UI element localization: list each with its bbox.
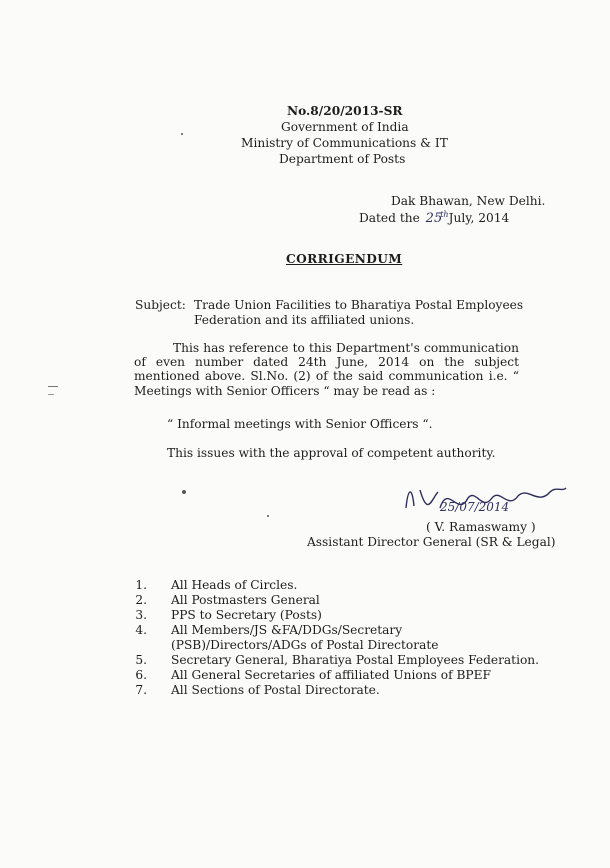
date-day: 25 xyxy=(425,211,443,227)
date-line xyxy=(359,208,509,226)
place: Dak Bhawan, New Delhi. xyxy=(391,194,546,208)
list-number: 1. xyxy=(135,578,147,592)
list-number: 2. xyxy=(135,593,147,607)
department-line: Department of Posts xyxy=(279,152,406,166)
govt-line: Government of India xyxy=(281,120,409,134)
list-number: 5. xyxy=(135,653,147,667)
amended-text: “ Informal meetings with Senior Officers “. xyxy=(167,417,433,431)
scan-speck xyxy=(181,133,183,135)
signatory-designation: Assistant Director General (SR & Legal) xyxy=(307,535,556,549)
list-item: All Heads of Circles. xyxy=(171,578,298,592)
list-item: PPS to Secretary (Posts) xyxy=(171,608,322,622)
document-title: CORRIGENDUM xyxy=(286,252,403,266)
approval-line: This issues with the approval of competent authority. xyxy=(167,446,496,460)
subject-line-2: Federation and its affiliated unions. xyxy=(194,313,415,327)
file-number: No.8/20/2013-SR xyxy=(287,104,403,118)
date-rest: July, 2014 xyxy=(448,211,510,226)
list-item: All Sections of Postal Directorate. xyxy=(171,683,380,697)
subject-label: Subject: xyxy=(135,298,186,312)
list-number: 3. xyxy=(135,608,147,622)
date-suffix: th xyxy=(440,210,449,219)
date-prefix: Dated the xyxy=(359,211,420,226)
scan-speck xyxy=(182,490,186,494)
signature-date: 25/07/2014 xyxy=(440,500,510,514)
scan-mark xyxy=(48,386,58,387)
list-number: 6. xyxy=(135,668,147,682)
list-item-continued: (PSB)/Directors/ADGs of Postal Directorate xyxy=(171,638,439,652)
list-number: 7. xyxy=(135,683,147,697)
list-item: All Postmasters General xyxy=(171,593,320,607)
reference-paragraph: This has reference to this Department's communication of even number dated 24th June, 2014 on the subject mentioned above. Sl.No. (2) of the said communication i.e. “ Meetings with Senior Officers “ may be read as : xyxy=(134,341,519,398)
subject-line-1: Trade Union Facilities to Bharatiya Postal Employees xyxy=(194,298,524,312)
list-item: All General Secretaries of affiliated Unions of BPEF xyxy=(171,668,491,682)
list-number: 4. xyxy=(135,623,147,637)
signatory-name: ( V. Ramaswamy ) xyxy=(426,520,536,534)
list-item: Secretary General, Bharatiya Postal Employees Federation. xyxy=(171,653,540,667)
scan-mark xyxy=(48,394,54,395)
ministry-line: Ministry of Communications & IT xyxy=(241,136,448,150)
scan-speck xyxy=(267,515,269,517)
list-item: All Members/JS &FA/DDGs/Secretary xyxy=(171,623,403,637)
